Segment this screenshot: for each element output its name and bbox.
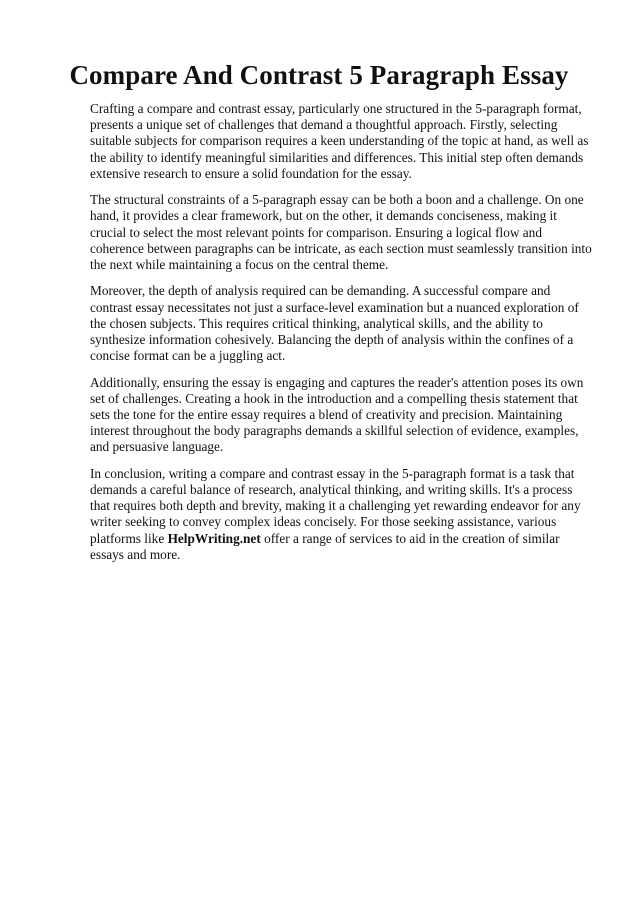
essay-body: [90, 101, 594, 573]
paragraph-conclusion: [90, 466, 594, 563]
conclusion-text: In conclusion, writing a compare and contrast essay in the 5-paragraph format is a task that demands a careful balance of research, analytical thinking, and writing skills. It's a process that requires both depth and brevity, making it a challenging yet rewarding endeavor for any writer seeking to convey complex ideas concisely. For those seeking assistance, various platforms like: [90, 465, 581, 546]
paragraph-structure: The structural constraints of a 5-paragraph essay can be both a boon and a challenge. On one hand, it provides a clear framework, but on the other, it demands conciseness, making it crucial to select the most relevant points for comparison. Ensuring a logical flow and coherence between paragraphs can be intricate, as each section must seamlessly transition into the next while maintaining a focus on the central theme.: [90, 192, 592, 273]
paragraph-analysis: Moreover, the depth of analysis required can be demanding. A successful compare and contrast essay necessitates not just a surface-level examination but a nuanced exploration of the chosen subjects. This requires critical thinking, analytical skills, and the ability to synthesize information cohesively. Balancing the depth of analysis within the confines of a concise format can be a juggling act.: [90, 283, 579, 364]
helpwriting-link[interactable]: HelpWriting.net: [167, 530, 261, 546]
conclusion-tail-text: offer a range of services to aid in the creation of similar essays and more.: [90, 530, 560, 562]
paragraph-engagement: Additionally, ensuring the essay is engaging and captures the reader's attention poses its own set of challenges. Creating a hook in the introduction and a compelling thesis statement that sets the tone for the entire essay requires a blend of creativity and precision. Maintaining interest throughout the body paragraphs demands a skillful selection of evidence, examples, and persuasive language.: [90, 374, 584, 455]
page-title: Compare And Contrast 5 Paragraph Essay: [69, 60, 569, 90]
paragraph-introduction: Crafting a compare and contrast essay, particularly one structured in the 5-paragraph format, presents a unique set of challenges that demand a thoughtful approach. Firstly, selecting suitable subjects for comparison requires a keen understanding of the topic at hand, as well as the ability to identify meaningful similarities and differences. This initial step often demands extensive research to ensure a solid foundation for the essay.: [90, 101, 589, 181]
